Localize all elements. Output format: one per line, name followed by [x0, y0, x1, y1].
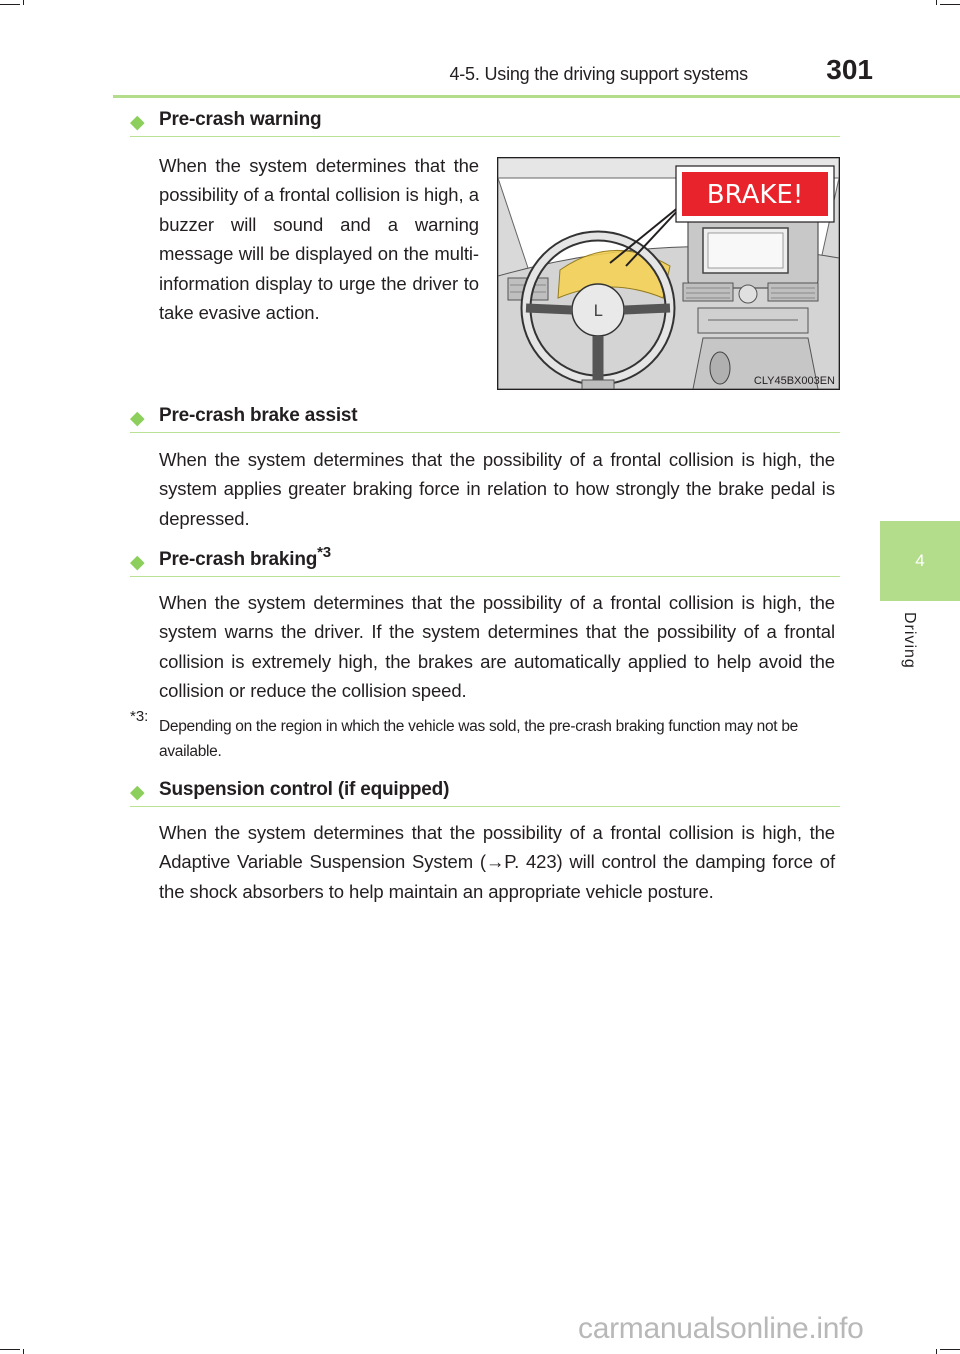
crop-mark	[0, 4, 20, 5]
section-heading-suspension-control	[130, 778, 840, 807]
section-heading-pre-crash-brake-assist	[130, 404, 840, 433]
footnote-ref: *3	[317, 543, 331, 561]
dashboard-illustration	[497, 157, 840, 390]
diamond-bullet-icon: ◆	[130, 782, 145, 803]
footnote-marker: *3:	[130, 708, 149, 725]
crop-mark	[0, 1349, 20, 1350]
section-body-pre-crash-braking: When the system determines that the possibility of a frontal collision is high, the system warns the driver. If the system determines that the possibility of a frontal collision is extremely high, the brakes are automatically applied to help avoid the collision or reduce the collision speed.	[159, 592, 835, 702]
crop-mark	[23, 1349, 24, 1354]
crop-mark	[940, 1349, 960, 1350]
header-rule	[113, 95, 960, 98]
diamond-bullet-icon: ◆	[130, 408, 145, 429]
footnote-text: Depending on the region in which the vehicle was sold, the pre-crash braking function may not be available.	[159, 718, 798, 760]
section-title: Pre-crash brake assist	[159, 405, 358, 426]
crop-mark	[936, 1349, 937, 1354]
chapter-label: Driving	[901, 612, 918, 669]
section-heading-pre-crash-warning	[130, 108, 840, 137]
crop-mark	[23, 0, 24, 5]
figure-code: CLY45BX003EN	[753, 375, 835, 387]
section-heading-pre-crash-braking	[130, 543, 840, 577]
section-title	[159, 543, 331, 571]
brake-warning-text: BRAKE!	[706, 180, 804, 210]
crop-mark	[940, 4, 960, 5]
section-body-suspension-control: When the system determines that the possibility of a frontal collision is high, the Adaptive Variable Suspension System (→P. 423) will control the damping force of the shock absorbers to help maintain an appropriate vehicle posture.	[159, 822, 835, 902]
svg-text:L: L	[593, 301, 603, 320]
section-title: Pre-crash warning	[159, 109, 322, 130]
section-title-text: Pre-crash braking	[159, 549, 318, 570]
watermark: carmanualsonline.info	[578, 1312, 864, 1345]
dashboard-drawing	[498, 158, 839, 389]
crop-mark	[936, 0, 937, 5]
running-header: 4-5. Using the driving support systems	[449, 64, 748, 84]
diamond-bullet-icon: ◆	[130, 112, 145, 133]
page-number: 301	[826, 54, 873, 85]
chapter-tab	[880, 521, 960, 601]
section-body-pre-crash-warning: When the system determines that the possibility of a frontal collision is high, a buzzer will sound and a warning message will be displayed on the multi-information display to urge the driver to take evasive action.	[159, 155, 479, 324]
section-body-pre-crash-brake-assist: When the system determines that the possibility of a frontal collision is high, the system applies greater braking force in relation to how strongly the brake pedal is depressed.	[159, 449, 835, 529]
chapter-number: 4	[915, 551, 925, 570]
section-title: Suspension control (if equipped)	[159, 779, 450, 800]
diamond-bullet-icon: ◆	[130, 552, 145, 573]
